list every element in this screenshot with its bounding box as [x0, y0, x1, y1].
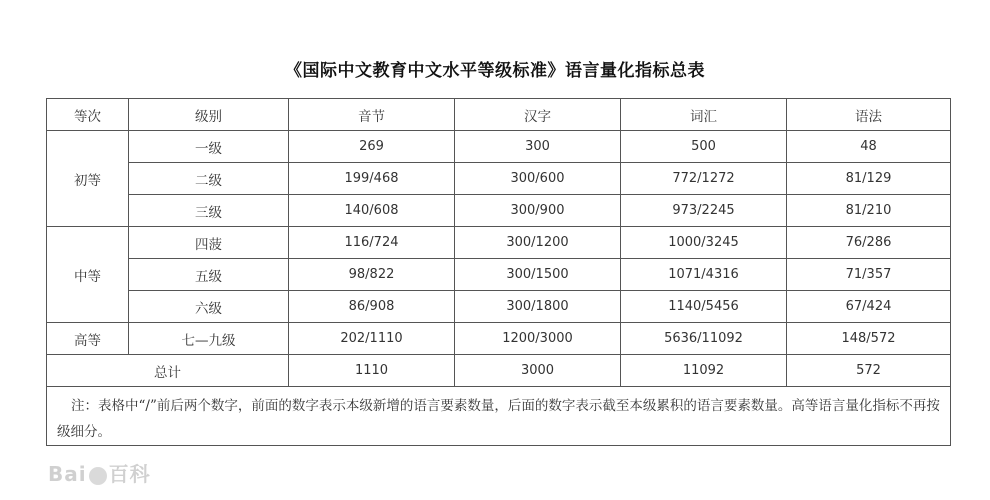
grammar-cell: 148/572: [787, 323, 951, 355]
vocabulary-cell: 772/1272: [621, 163, 787, 195]
syllables-cell: 269: [289, 131, 455, 163]
syllables-cell: 116/724: [289, 227, 455, 259]
grammar-cell: 71/357: [787, 259, 951, 291]
group-label-elementary: 初等: [47, 131, 129, 227]
level-cell: 六级: [129, 291, 289, 323]
grammar-cell: 48: [787, 131, 951, 163]
total-syllables-cell: 1110: [289, 355, 455, 387]
vocabulary-cell: 1000/3245: [621, 227, 787, 259]
header-cell-vocabulary: 词汇: [621, 99, 787, 131]
grammar-cell: 76/286: [787, 227, 951, 259]
level-cell: 一级: [129, 131, 289, 163]
header-row: [47, 99, 951, 131]
syllables-cell: 98/822: [289, 259, 455, 291]
note-row: [47, 387, 951, 446]
table-row: [47, 291, 951, 323]
vocabulary-cell: 500: [621, 131, 787, 163]
total-vocabulary-cell: 11092: [621, 355, 787, 387]
header-cell-characters: 汉字: [455, 99, 621, 131]
characters-cell: 300/900: [455, 195, 621, 227]
grammar-cell: 81/210: [787, 195, 951, 227]
syllables-cell: 202/1110: [289, 323, 455, 355]
table-row: [47, 163, 951, 195]
level-cell: 三级: [129, 195, 289, 227]
header-cell-grade: 等次: [47, 99, 129, 131]
paw-icon: [89, 467, 107, 485]
table-title: 《国际中文教育中文水平等级标准》语言量化指标总表: [285, 61, 705, 81]
level-cell: 七—九级: [129, 323, 289, 355]
header-cell-level: 级别: [129, 99, 289, 131]
vocabulary-cell: 1071/4316: [621, 259, 787, 291]
table-note: 注：表格中“/”前后两个数字，前面的数字表示本级新增的语言要素数量，后面的数字表示截至本级累积的语言要素数量。高等语言量化指标不再按级细分。: [47, 387, 951, 446]
header-cell-syllables: 音节: [289, 99, 455, 131]
total-characters-cell: 3000: [455, 355, 621, 387]
total-label: 总计: [47, 355, 289, 387]
characters-cell: 300/600: [455, 163, 621, 195]
table-row: [47, 259, 951, 291]
characters-cell: 1200/3000: [455, 323, 621, 355]
table-row: [47, 195, 951, 227]
group-label-advanced: 高等: [47, 323, 129, 355]
total-grammar-cell: 572: [787, 355, 951, 387]
syllables-cell: 86/908: [289, 291, 455, 323]
table-row: [47, 131, 951, 163]
table-row: [47, 227, 951, 259]
vocabulary-cell: 5636/11092: [621, 323, 787, 355]
table-row: [47, 323, 951, 355]
characters-cell: 300/1800: [455, 291, 621, 323]
indicator-table: [46, 98, 951, 446]
group-label-intermediate: 中等: [47, 227, 129, 323]
syllables-cell: 199/468: [289, 163, 455, 195]
total-row: [47, 355, 951, 387]
grammar-cell: 81/129: [787, 163, 951, 195]
vocabulary-cell: 973/2245: [621, 195, 787, 227]
characters-cell: 300: [455, 131, 621, 163]
syllables-cell: 140/608: [289, 195, 455, 227]
header-cell-grammar: 语法: [787, 99, 951, 131]
grammar-cell: 67/424: [787, 291, 951, 323]
level-cell: 五级: [129, 259, 289, 291]
baike-watermark-logo: Bai 百科: [48, 462, 151, 486]
vocabulary-cell: 1140/5456: [621, 291, 787, 323]
level-cell: 二级: [129, 163, 289, 195]
characters-cell: 300/1200: [455, 227, 621, 259]
characters-cell: 300/1500: [455, 259, 621, 291]
level-cell: 四菠: [129, 227, 289, 259]
